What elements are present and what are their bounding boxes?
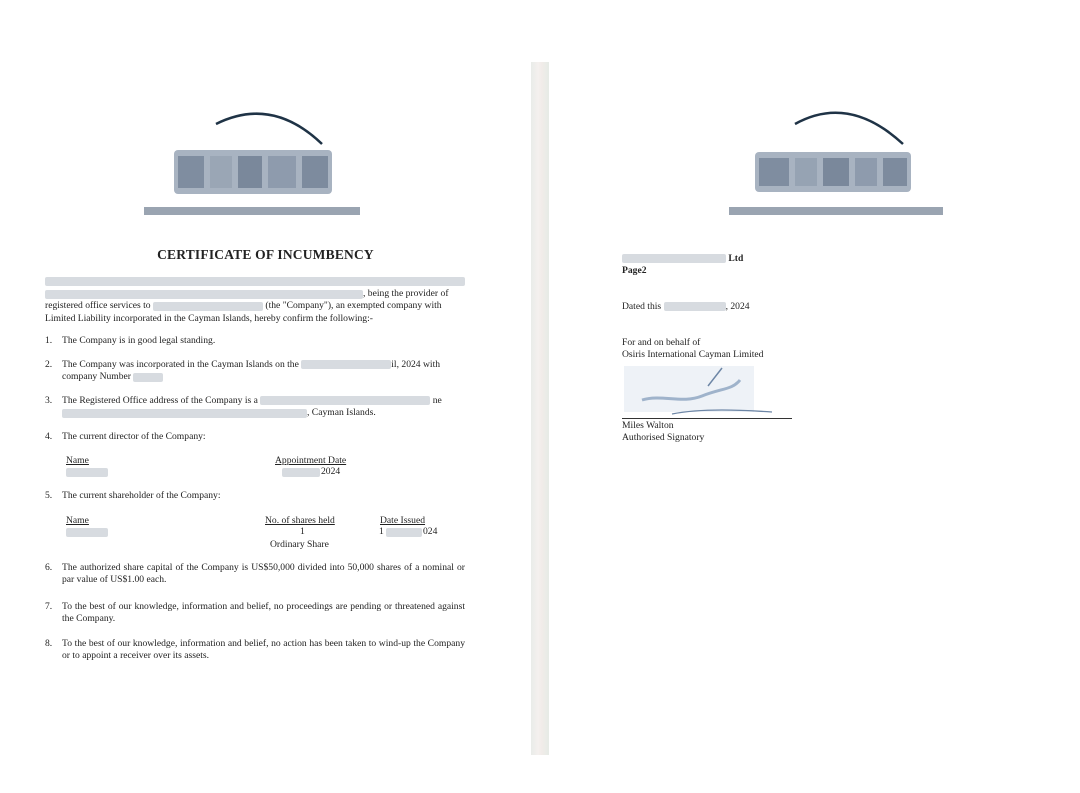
- redacted-text: [282, 468, 320, 477]
- item-number: 4.: [45, 431, 53, 442]
- list-item: [45, 335, 465, 347]
- company-name-line: [622, 253, 743, 265]
- item-text: The Company is in good legal standing.: [62, 335, 216, 346]
- item-number: 3.: [45, 395, 53, 406]
- redacted-text: [45, 277, 465, 286]
- item-number: 7.: [45, 601, 53, 612]
- item-number: 8.: [45, 638, 53, 649]
- item-text-part: ne: [432, 395, 442, 406]
- item-number: 5.: [45, 490, 53, 501]
- intro-text: , being the provider of: [363, 288, 449, 300]
- signatory-name: Miles Walton: [622, 420, 674, 431]
- certificate-page-2: [549, 0, 1080, 793]
- redacted-text: [664, 302, 726, 311]
- item-text: The current shareholder of the Company:: [62, 490, 221, 501]
- document-title: CERTIFICATE OF INCUMBENCY: [157, 247, 374, 262]
- intro-text: Limited Liability incorporated in the Cayman Islands, hereby confirm the following:-: [45, 312, 373, 324]
- redacted-text: [301, 360, 391, 369]
- item-text: The authorized share capital of the Company is US$50,000 divided into 50,000 shares of a nominal or par value of US$1.00 each.: [62, 562, 465, 586]
- intro-paragraph: , being the provider of registered office services to (the "Company"), an exempted company with Limited Liability incorporated in the Cayman Islands, hereby confirm the following:-: [45, 276, 465, 325]
- item-number: 2.: [45, 359, 53, 370]
- item-text: The current director of the Company:: [62, 431, 206, 442]
- name-column-header: Name: [66, 455, 89, 466]
- list-item: [45, 359, 465, 383]
- redacted-text: [386, 528, 422, 537]
- company-logo: [142, 100, 362, 220]
- redacted-text: [66, 468, 108, 477]
- page-divider: [531, 62, 549, 755]
- list-item: [45, 562, 465, 586]
- on-behalf-label: For and on behalf of: [622, 337, 701, 348]
- list-item: [45, 638, 465, 662]
- redacted-text: [66, 528, 108, 537]
- item-text-part: The Company was incorporated in the Cayman Islands on the: [62, 359, 299, 370]
- item-text: [62, 359, 465, 383]
- list-item: [45, 490, 465, 502]
- share-class: Ordinary Share: [270, 539, 329, 550]
- item-text-part: il, 2024 with: [391, 359, 441, 370]
- list-item: [45, 601, 465, 625]
- item-text: [62, 395, 465, 419]
- company-suffix: Ltd: [728, 253, 744, 264]
- page-label: Page2: [622, 265, 647, 276]
- list-item: [45, 431, 465, 443]
- item-text-part: company Number: [62, 371, 132, 383]
- shares-held-value: 1: [300, 526, 305, 537]
- list-item: [45, 395, 465, 419]
- date-issued-header: Date Issued: [380, 515, 426, 526]
- redacted-text: [622, 254, 726, 263]
- company-full-name: Osiris International Cayman Limited: [622, 349, 764, 360]
- dated-line: [622, 301, 750, 313]
- signatory-title: Authorised Signatory: [622, 432, 705, 443]
- item-text-part: The Registered Office address of the Company is a: [62, 395, 258, 406]
- date-issued-suffix: 024: [423, 526, 438, 537]
- signature-line: [622, 418, 792, 419]
- appointment-date-value: 2024: [321, 466, 341, 477]
- intro-text: registered office services to: [45, 300, 151, 312]
- redacted-text: [62, 409, 307, 418]
- company-logo: [725, 100, 945, 220]
- date-issued-prefix: 1: [379, 526, 384, 537]
- redacted-text: [133, 373, 163, 382]
- intro-text: the "Company"), an exempted company with: [268, 300, 442, 312]
- dated-prefix: Dated this: [622, 301, 662, 312]
- signature-image: [622, 360, 794, 418]
- item-text: To the best of our knowledge, information and belief, no action has been taken to wind-up the Company or to appoint a receiver over its assets.: [62, 638, 465, 662]
- certificate-page-1: [0, 0, 531, 793]
- name-column-header: Name: [66, 515, 89, 526]
- item-number: 1.: [45, 335, 53, 346]
- item-text-part: , Cayman Islands.: [307, 407, 376, 419]
- shares-held-header: No. of shares held: [265, 515, 335, 526]
- redacted-text: [260, 396, 430, 405]
- item-number: 6.: [45, 562, 53, 573]
- appointment-date-header: Appointment Date: [275, 455, 347, 466]
- item-text: To the best of our knowledge, information and belief, no proceedings are pending or threatened against the Company.: [62, 601, 465, 625]
- redacted-text: [153, 302, 263, 311]
- redacted-text: [45, 290, 363, 299]
- dated-suffix: , 2024: [725, 301, 750, 312]
